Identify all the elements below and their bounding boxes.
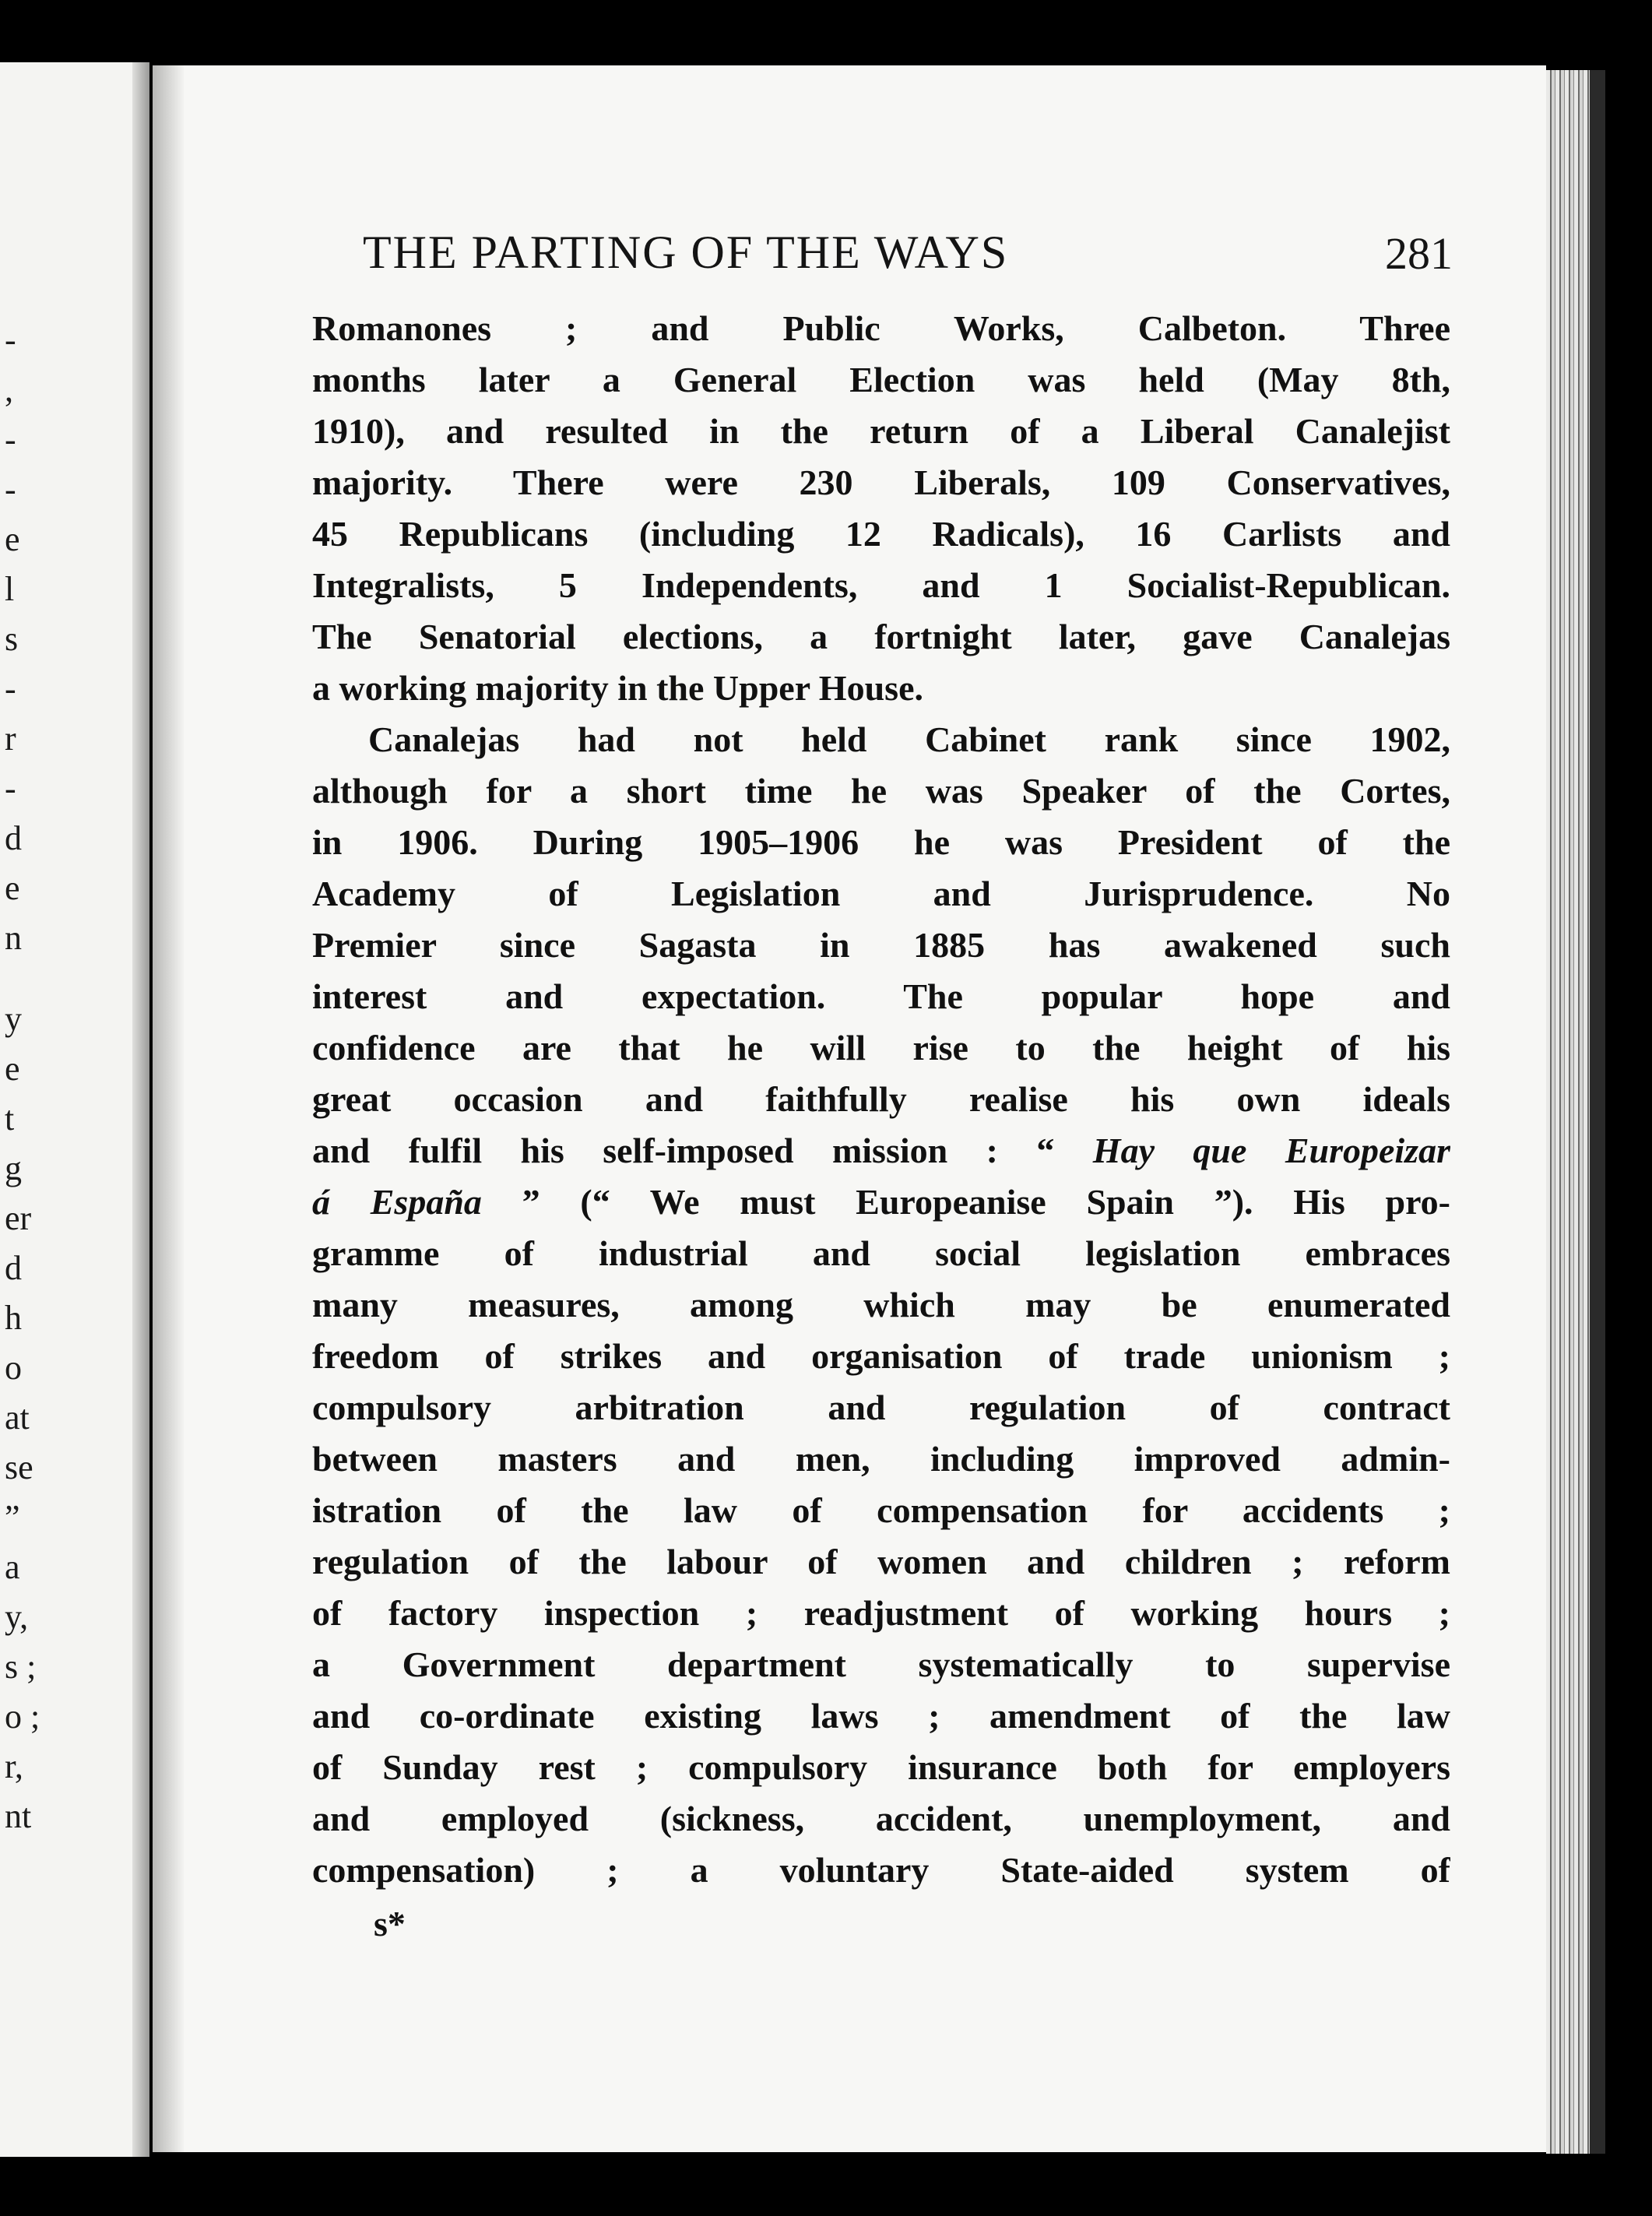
text-line: 1910), and resulted in the return of a Liberal Canalejist [312, 411, 1450, 451]
previous-page-fragment: - [5, 769, 16, 807]
previous-page-fragment: - [5, 321, 16, 359]
page-stack-edges [1546, 70, 1605, 2154]
previous-page-fragment: nt [5, 1797, 32, 1835]
text-line: months later a General Election was held (May 8th, [312, 360, 1450, 399]
previous-page-fragment: , [5, 371, 13, 409]
running-header [363, 226, 1453, 288]
text-line: Academy of Legislation and Jurisprudence. No [312, 874, 1450, 913]
text-line: regulation of the labour of women and children ; reform [312, 1542, 1450, 1581]
previous-page-fragment: - [5, 420, 16, 459]
previous-page-fragment: - [5, 670, 16, 708]
previous-page-fragment: g [5, 1149, 22, 1187]
text-line: great occasion and faithfully realise his own ideals [312, 1079, 1450, 1119]
text-line: although for a short time he was Speaker of the Cortes, [312, 771, 1450, 811]
previous-page-fragment: d [5, 1249, 22, 1287]
text-line-with-quote [312, 1177, 1450, 1228]
previous-page-fragment: r [5, 719, 16, 758]
signature-mark: s* [374, 1904, 406, 1943]
previous-page-fragment: r, [5, 1747, 23, 1785]
previous-page-edge [0, 62, 149, 2157]
text-line-with-quote [312, 1125, 1450, 1177]
text-line: compulsory arbitration and regulation of contract [312, 1388, 1450, 1427]
page-stack-shadow [1590, 70, 1605, 2154]
book-page [153, 65, 1546, 2152]
previous-page-fragment: er [5, 1199, 32, 1237]
text-line: compensation) ; a voluntary State-aided system of [312, 1850, 1450, 1890]
spanish-quote-part-2: á España [312, 1182, 482, 1222]
text-line: freedom of strikes and organisation of trade unionism ; [312, 1336, 1450, 1376]
previous-page-fragment: d [5, 819, 22, 857]
text-line: Integralists, 5 Independents, and 1 Socialist-Republican. [312, 565, 1450, 605]
text-line: The Senatorial elections, a fortnight later, gave Canalejas [312, 617, 1450, 656]
text-line: a Government department systematically to supervise [312, 1644, 1450, 1684]
text-line: a working majority in the Upper House. [312, 668, 923, 708]
page-number: 281 [1385, 228, 1453, 279]
quote-translation: ” (“ We must Europeanise Spain ”). His pro- [481, 1182, 1450, 1222]
previous-page-fragment: - [5, 470, 16, 508]
text-line: 45 Republicans (including 12 Radicals), 16 Carlists and [312, 514, 1450, 554]
previous-page-fragment: at [5, 1398, 30, 1437]
previous-page-fragment: ” [5, 1498, 20, 1536]
text-line: majority. There were 230 Liberals, 109 Conservatives, [312, 463, 1450, 502]
text-line: Premier since Sagasta in 1885 has awakened such [312, 925, 1450, 965]
previous-page-fragment: s [5, 620, 19, 658]
previous-page-text-fragments [0, 62, 47, 2157]
previous-page-fragment: o [5, 1349, 22, 1387]
text-line: in 1906. During 1905–1906 he was President of the [312, 822, 1450, 862]
previous-page-fragment: e [5, 1050, 20, 1088]
text-line: many measures, among which may be enumerated [312, 1285, 1450, 1324]
previous-page-fragment: h [5, 1299, 22, 1337]
text-line: Romanones ; and Public Works, Calbeton. Three [312, 308, 1450, 348]
spanish-quote-part-1: Hay que Europeizar [1092, 1131, 1450, 1170]
previous-page-fragment: y, [5, 1598, 29, 1636]
previous-page-fragment: s ; [5, 1648, 37, 1686]
quote-lead-in: and fulfil his self-imposed mission : “ [312, 1131, 1055, 1170]
text-line: and co-ordinate existing laws ; amendment of the law [312, 1696, 1450, 1736]
previous-page-fragment: se [5, 1448, 33, 1486]
previous-page-fragment: n [5, 919, 22, 957]
body-text [312, 303, 1450, 1896]
previous-page-fragment: a [5, 1548, 20, 1586]
gutter-shadow [153, 65, 184, 2152]
text-line: istration of the law of compensation for accidents ; [312, 1490, 1450, 1530]
text-line: of factory inspection ; readjustment of working hours ; [312, 1593, 1450, 1633]
text-line: between masters and men, including improved admin- [312, 1439, 1450, 1479]
previous-page-fragment: e [5, 520, 20, 558]
previous-page-fragment: o ; [5, 1697, 40, 1736]
previous-page-fragment: e [5, 869, 20, 907]
text-line: gramme of industrial and social legislation embraces [312, 1233, 1450, 1273]
text-line: confidence are that he will rise to the height of his [312, 1028, 1450, 1068]
previous-page-fragment: t [5, 1099, 15, 1138]
text-line: of Sunday rest ; compulsory insurance both for employers [312, 1747, 1450, 1787]
paragraph-start-line: Canalejas had not held Cabinet rank since 1902, [368, 719, 1450, 759]
previous-page-fragment: l [5, 570, 15, 608]
running-title: THE PARTING OF THE WAYS [363, 227, 1009, 278]
text-line: and employed (sickness, accident, unemployment, and [312, 1799, 1450, 1838]
text-line: interest and expectation. The popular hope and [312, 976, 1450, 1016]
gutter-shadow-left [132, 62, 149, 2157]
previous-page-fragment: y [5, 1000, 22, 1038]
